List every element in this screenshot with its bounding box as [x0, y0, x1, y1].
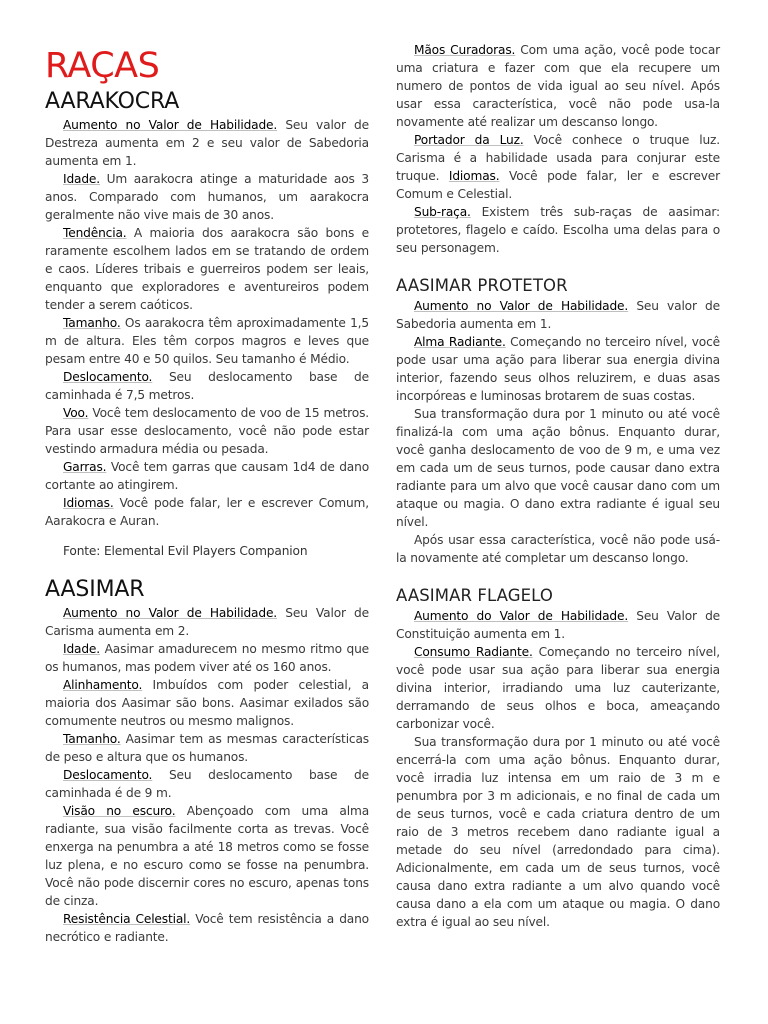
trait-term: Voo. — [63, 406, 89, 420]
trait-term: Consumo Radiante. — [414, 645, 533, 659]
body-paragraph: Após usar essa característica, você não pode usá-la novamente até completar um descanso longo. — [396, 533, 720, 565]
trait-text: Você tem resistência a dano necrótico e radiante. — [45, 912, 369, 944]
trait-entry — [45, 604, 369, 640]
trait-term: Tendência. — [63, 226, 127, 240]
trait-entry — [396, 297, 720, 333]
trait-text: Existem três sub-raças de aasimar: protetores, flagelo e caído. Escolha uma delas para o seu personagem. — [396, 205, 720, 255]
trait-entry — [45, 368, 369, 404]
trait-entry — [45, 224, 369, 314]
trait-entry — [45, 314, 369, 368]
trait-entry — [396, 607, 720, 643]
trait-entry — [45, 170, 369, 224]
trait-text: Seu Valor de Carisma aumenta em 2. — [45, 606, 369, 638]
trait-text: Imbuídos com poder celestial, a maioria dos Aasimar são bons. Aasimar exilados são comumente neutros ou mesmo malignos. — [45, 678, 369, 728]
trait-term: Portador da Luz. — [414, 133, 524, 147]
trait-text: Seu valor de Sabedoria aumenta em 1. — [396, 299, 720, 331]
trait-term: Garras. — [63, 460, 107, 474]
trait-entry — [45, 730, 369, 766]
spacer — [396, 567, 720, 585]
trait-text: Você pode falar, ler e escrever Comum e Celestial. — [396, 169, 720, 201]
trait-entry — [396, 131, 720, 203]
left-column — [45, 0, 369, 946]
trait-term: Aumento do Valor de Habilidade. — [414, 609, 629, 623]
trait-text: Você tem deslocamento de voo de 15 metros. Para usar esse deslocamento, você não pode estar vestindo armadura média ou pesada. — [45, 406, 369, 456]
trait-term: Alinhamento. — [63, 678, 143, 692]
spacer — [45, 560, 369, 576]
section-heading-aasimar: AASIMAR — [45, 577, 145, 602]
trait-entry — [45, 404, 369, 458]
trait-text: Seu Valor de Constituição aumenta em 1. — [396, 609, 721, 641]
trait-term: Idiomas. — [63, 496, 114, 510]
section-heading-protetor: AASIMAR PROTETOR — [396, 276, 568, 295]
trait-text: A maioria dos aarakocra são bons e raramente escolhem lados em se tratando de ordem e caos. Líderes tribais e guerreiros podem ser leais, enquanto que exploradores e aventureiros podem tender a serem caóticos. — [45, 226, 369, 312]
trait-text: Seu deslocamento base de caminhada é 7,5 metros. — [45, 370, 369, 402]
trait-term: Aumento no Valor de Habilidade. — [63, 118, 278, 132]
trait-term: Deslocamento. — [63, 370, 153, 384]
body-paragraph: Sua transformação dura por 1 minuto ou até você encerrá-la com uma ação bônus. Enquanto durar, você irradia luz intensa em um raio de 3 m e penumbra por 3 m adicionais, e no final de cada um de seus turnos, você e cada criatura dentro de um raio de 3 metros recebem dano radiante igual a metade do seu nível (arredondado para cima). Adicionalmente, em cada um de seus turnos, você causa dano extra radiante a um alvo quando você causa dano a ela com um ataque ou magia. O dano extra é igual ao seu nível. — [396, 735, 720, 929]
trait-term: Idade. — [63, 172, 101, 186]
trait-text: Aasimar amadurecem no mesmo ritmo que os humanos, mas podem viver até os 160 anos. — [45, 642, 369, 674]
trait-entry — [45, 910, 369, 946]
trait-term: Alma Radiante. — [414, 335, 506, 349]
trait-text: Aasimar tem as mesmas características de peso e altura que os humanos. — [45, 732, 369, 764]
trait-entry — [396, 333, 720, 405]
trait-entry — [396, 41, 720, 131]
trait-text: Começando no terceiro nível, você pode usar sua ação para liberar sua energia divina interior, irradiando uma luz cauterizante, derramando de seus olhos e boca, ameaçando carbonizar você. — [396, 645, 720, 731]
trait-term: Visão no escuro. — [63, 804, 176, 818]
trait-entry — [45, 458, 369, 494]
trait-term: Mãos Curadoras. — [414, 43, 516, 57]
spacer — [396, 257, 720, 275]
trait-entry — [45, 676, 369, 730]
right-column — [396, 41, 720, 931]
trait-term: Idade. — [63, 642, 101, 656]
trait-text: Seu valor de Destreza aumenta em 2 e seu valor de Sabedoria aumenta em 1. — [45, 118, 369, 168]
trait-entry — [45, 494, 369, 530]
trait-term: Tamanho. — [63, 732, 121, 746]
trait-text: Você pode falar, ler e escrever Comum, Aarakocra e Auran. — [45, 496, 369, 528]
trait-text: Começando no terceiro nível, você pode usar uma ação para liberar sua energia divina interior, fazendo seus olhos reluzirem, e duas asas incorpóreas e luminosas brotarem de suas costas. — [396, 335, 720, 403]
trait-term: Aumento no Valor de Habilidade. — [63, 606, 278, 620]
section-heading-aarakocra: AARAKOCRA — [45, 89, 180, 114]
trait-entry — [45, 116, 369, 170]
trait-text: Seu deslocamento base de caminhada é de 9 m. — [45, 768, 369, 800]
trait-text: Com uma ação, você pode tocar uma criatura e fazer com que ela recupere um numero de pontos de vida igual ao seu nível. Após usar essa característica, você não pode usa-la novamente até realizar um descanso longo. — [396, 43, 720, 129]
trait-term: Deslocamento. — [63, 768, 153, 782]
page-title: RAÇAS — [45, 46, 160, 86]
body-paragraph: Sua transformação dura por 1 minuto ou até você finalizá-la com uma ação bônus. Enquanto durar, você ganha deslocamento de voo de 9 m, e uma vez em cada um de seus turnos, pode causar dano extra radiante para um alvo que você causar dano com um ataque ou magia. O dano extra radiante é igual seu nível. — [396, 407, 720, 529]
trait-entry — [45, 802, 369, 910]
trait-term: Resistência Celestial. — [63, 912, 191, 926]
trait-entry — [396, 203, 720, 257]
trait-entry — [45, 640, 369, 676]
trait-term: Aumento no Valor de Habilidade. — [414, 299, 629, 313]
trait-term: Idiomas. — [448, 169, 500, 183]
trait-text: Um aarakocra atinge a maturidade aos 3 anos. Comparado com humanos, um aarakocra geralmente não vive mais de 30 anos. — [45, 172, 369, 222]
source-note: Fonte: Elemental Evil Players Companion — [63, 544, 308, 558]
trait-text: Os aarakocra têm aproximadamente 1,5 m de altura. Eles têm corpos magros e leves que pesam entre 40 e 50 quilos. Seu tamanho é Médio. — [45, 316, 369, 366]
trait-term: Sub-raça. — [414, 205, 471, 219]
section-heading-flagelo: AASIMAR FLAGELO — [396, 586, 553, 605]
trait-entry — [45, 766, 369, 802]
trait-text: Você conhece o truque luz. Carisma é a habilidade usada para conjurar este truque. — [396, 133, 720, 183]
trait-term: Tamanho. — [63, 316, 121, 330]
trait-entry — [396, 643, 720, 733]
trait-text: Você tem garras que causam 1d4 de dano cortante ao atingirem. — [45, 460, 369, 492]
trait-text: Abençoado com uma alma radiante, sua visão facilmente corta as trevas. Você enxerga na penumbra a até 18 metros como se fosse luz plena, e no escuro como se fosse na penumbra. Você não pode discernir cores no escuro, apenas tons de cinza. — [45, 804, 370, 908]
